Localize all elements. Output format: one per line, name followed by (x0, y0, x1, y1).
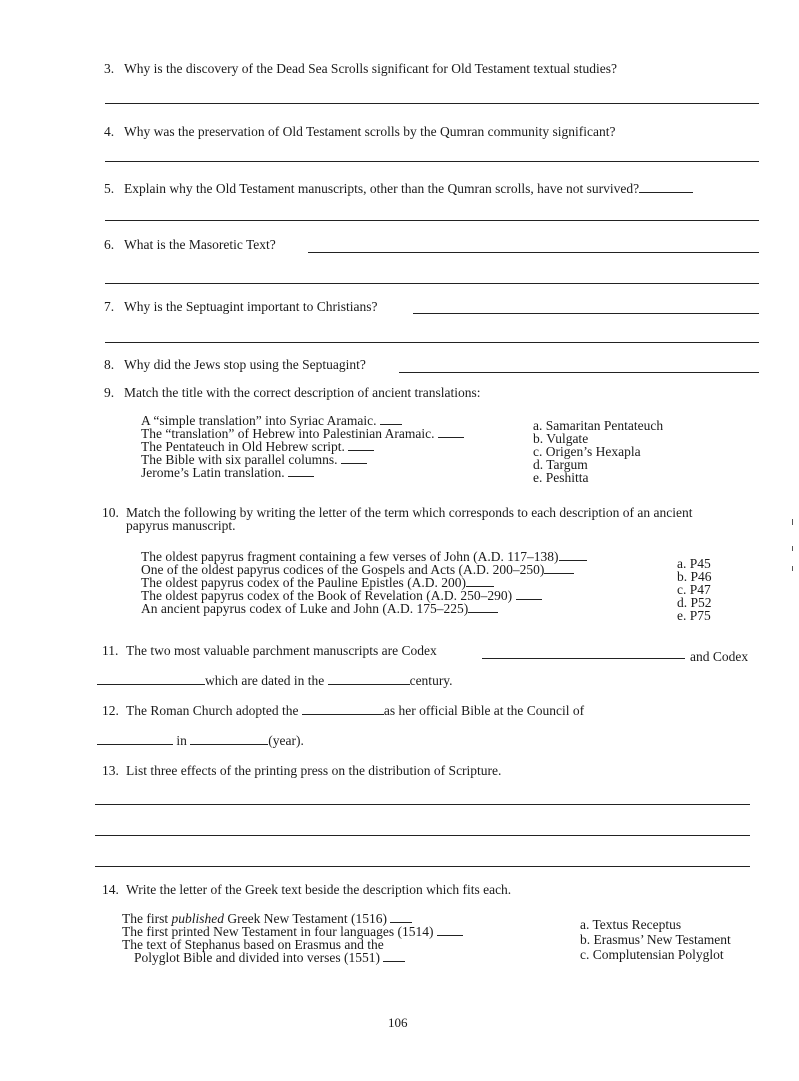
question-11-part2: and Codex (690, 649, 749, 664)
description-item-continued: Polyglot Bible and divided into verses (1551) (122, 951, 463, 964)
answer-line-1[interactable] (95, 804, 750, 805)
question-11: 11. The two most valuable parchment manuscripts are Codex (102, 643, 437, 658)
option-item: d. Targum (533, 457, 588, 472)
answer-blank[interactable] (190, 734, 268, 745)
greek-text-options (580, 917, 731, 962)
answer-blank[interactable] (516, 589, 542, 600)
translation-options (533, 419, 663, 484)
papyrus-options (677, 557, 712, 622)
answer-blank[interactable] (302, 704, 384, 715)
question-4 (104, 124, 615, 140)
answer-blank[interactable] (639, 182, 693, 193)
greek-text-descriptions (122, 912, 463, 964)
option-item: a. Textus Receptus (580, 917, 682, 932)
answer-line[interactable] (105, 342, 759, 343)
question-11-continued: which are dated in the century. (97, 673, 453, 689)
description-item: The first published Greek New Testament (1516) (122, 912, 463, 925)
question-9 (104, 385, 481, 401)
answer-blank[interactable] (559, 550, 587, 561)
question-12-continued: in (year). (97, 733, 304, 749)
question-number: 9. (104, 385, 115, 400)
question-12: 12. The Roman Church adopted the as her official Bible at the Council of (102, 703, 585, 718)
option-item: d. P52 (677, 595, 712, 610)
answer-line[interactable] (482, 658, 685, 659)
description-item: The first printed New Testament in four languages (1514) (122, 925, 463, 938)
question-7 (104, 299, 377, 315)
option-item: e. P75 (677, 608, 711, 623)
option-item: e. Peshitta (533, 470, 589, 485)
answer-blank[interactable] (390, 912, 412, 923)
question-text: What is the Masoretic Text? (124, 237, 276, 252)
answer-line-3[interactable] (95, 866, 750, 867)
question-text: Write the letter of the Greek text beside the description which fits each. (126, 882, 512, 897)
page-number: 106 (388, 1015, 408, 1030)
answer-blank[interactable] (341, 453, 367, 464)
answer-blank[interactable] (468, 602, 498, 613)
scan-mark (792, 566, 793, 571)
question-14 (102, 882, 511, 898)
option-item: a. P45 (677, 556, 711, 571)
description-item: The oldest papyrus codex of the Book of Revelation (A.D. 250–290) (141, 589, 587, 602)
answer-blank[interactable] (380, 414, 402, 425)
option-item: c. P47 (677, 582, 711, 597)
answer-blank[interactable] (438, 427, 464, 438)
answer-blank[interactable] (348, 440, 374, 451)
description-item: The Pentateuch in Old Hebrew script. (141, 440, 464, 453)
question-13 (102, 763, 501, 779)
scan-mark (792, 546, 793, 551)
question-text: Why was the preservation of Old Testament scrolls by the Qumran community significant? (124, 124, 616, 139)
question-number: 4. (104, 124, 115, 139)
description-item: The oldest papyrus codex of the Pauline Epistles (A.D. 200) (141, 576, 587, 589)
description-item: The oldest papyrus fragment containing a few verses of John (A.D. 117–138) (141, 550, 587, 563)
question-number: 14. (102, 882, 119, 897)
question-text: List three effects of the printing press on the distribution of Scripture. (126, 763, 502, 778)
answer-line[interactable] (413, 313, 759, 314)
question-10 (102, 506, 692, 532)
question-number: 6. (104, 237, 115, 252)
option-item: c. Origen’s Hexapla (533, 444, 641, 459)
description-item: The “translation” of Hebrew into Palestinian Aramaic. (141, 427, 464, 440)
description-item: A “simple translation” into Syriac Aramaic. (141, 414, 464, 427)
answer-blank[interactable] (288, 466, 314, 477)
answer-line[interactable] (105, 220, 759, 221)
question-5 (104, 181, 693, 197)
papyrus-descriptions (141, 550, 587, 615)
answer-blank[interactable] (466, 576, 494, 587)
answer-line[interactable] (399, 372, 759, 373)
answer-line-2[interactable] (95, 835, 750, 836)
option-item: b. P46 (677, 569, 712, 584)
question-number: 12. (102, 703, 119, 718)
question-text: Why did the Jews stop using the Septuagint? (124, 357, 366, 372)
answer-line[interactable] (105, 161, 759, 162)
question-3 (104, 61, 617, 77)
description-item: An ancient papyrus codex of Luke and John (A.D. 175–225) (141, 602, 587, 615)
question-6 (104, 237, 276, 253)
question-8 (104, 357, 366, 373)
scan-mark (792, 519, 793, 525)
description-item: Jerome’s Latin translation. (141, 466, 464, 479)
option-item: b. Erasmus’ New Testament (580, 932, 731, 947)
answer-blank[interactable] (97, 674, 205, 685)
option-item: b. Vulgate (533, 431, 589, 446)
answer-line[interactable] (105, 103, 759, 104)
answer-blank[interactable] (544, 563, 574, 574)
question-text: Why is the Septuagint important to Christians? (124, 299, 378, 314)
answer-line[interactable] (308, 252, 759, 253)
answer-blank[interactable] (328, 674, 410, 685)
answer-blank[interactable] (383, 951, 405, 962)
answer-blank[interactable] (437, 925, 463, 936)
option-item: a. Samaritan Pentateuch (533, 418, 664, 433)
description-item: One of the oldest papyrus codices of the Gospels and Acts (A.D. 200–250) (141, 563, 587, 576)
question-number: 5. (104, 181, 115, 196)
question-number: 8. (104, 357, 115, 372)
answer-blank[interactable] (97, 734, 173, 745)
question-text: Explain why the Old Testament manuscripts, other than the Qumran scrolls, have not survived? (124, 181, 640, 196)
translation-descriptions (141, 414, 464, 479)
question-number: 7. (104, 299, 115, 314)
option-item: c. Complutensian Polyglot (580, 947, 724, 962)
question-number: 10. (102, 505, 119, 520)
question-number: 13. (102, 763, 119, 778)
question-text: Why is the discovery of the Dead Sea Scrolls significant for Old Testament textual studies? (124, 61, 617, 76)
description-item: The text of Stephanus based on Erasmus and the (122, 937, 384, 952)
question-text: Match the following by writing the letter of the term which corresponds to each description of an ancient (126, 505, 693, 520)
question-text: Match the title with the correct description of ancient translations: (124, 385, 481, 400)
description-item: The Bible with six parallel columns. (141, 453, 464, 466)
question-number: 3. (104, 61, 115, 76)
question-text-continued: papyrus manuscript. (126, 518, 236, 533)
question-number: 11. (102, 643, 119, 658)
answer-line[interactable] (105, 283, 759, 284)
